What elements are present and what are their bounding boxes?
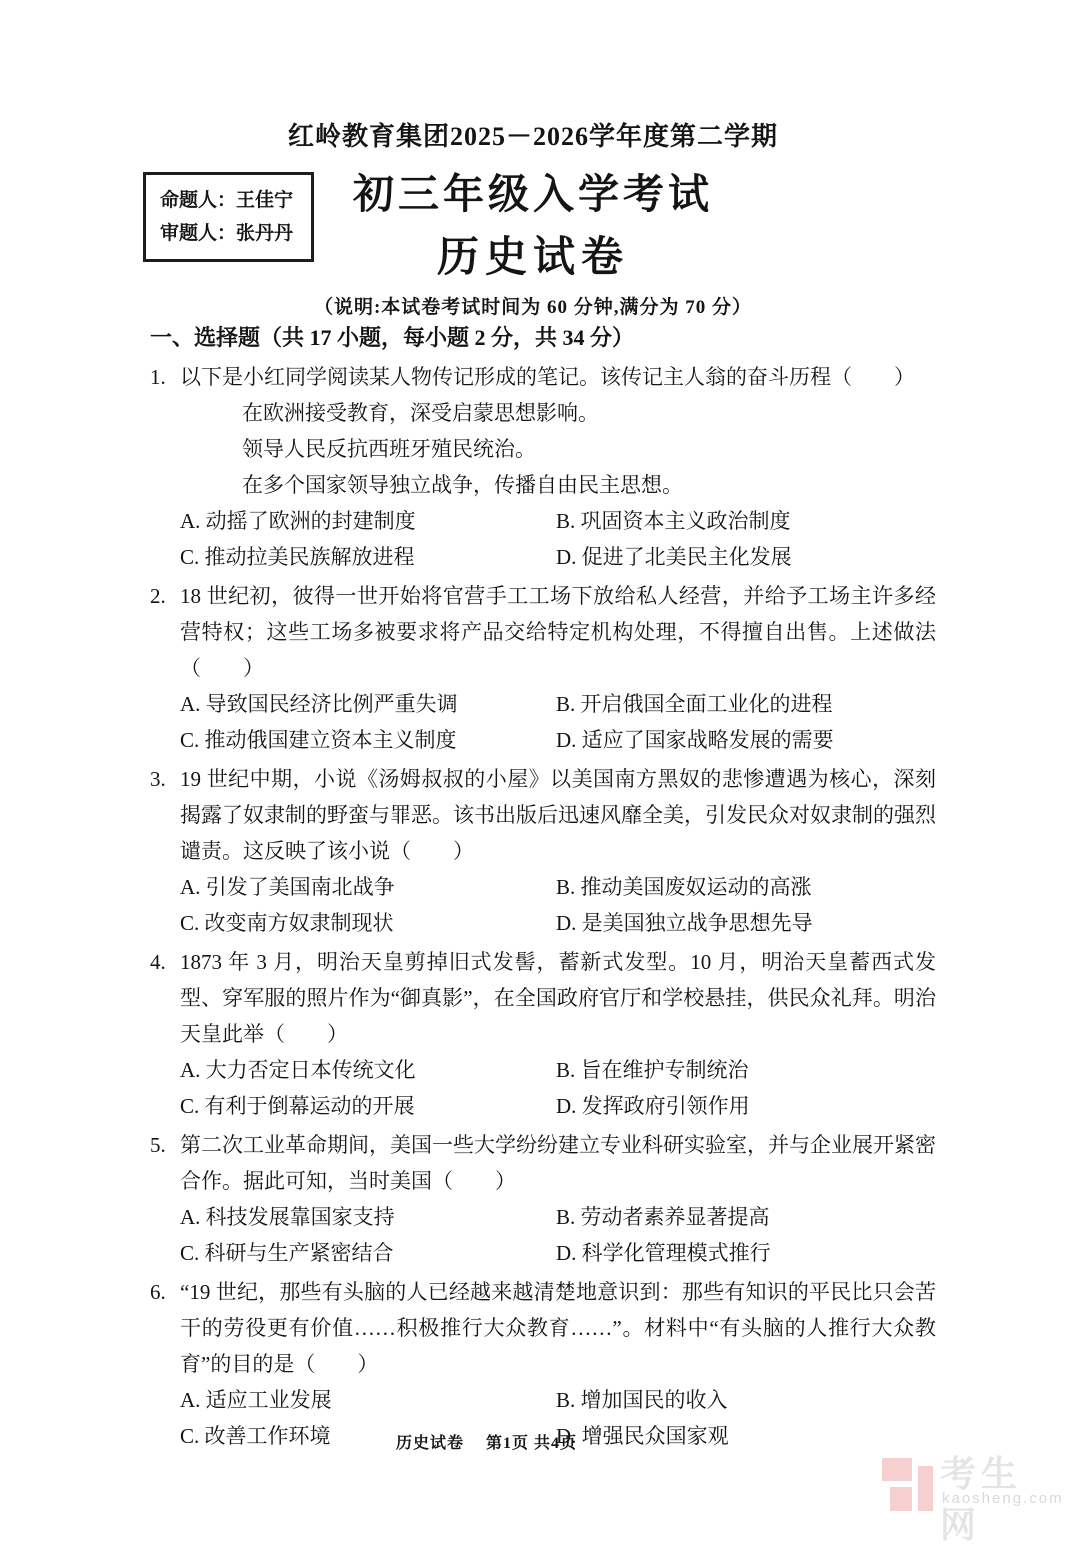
option-b: B. 推动美国废奴运动的高涨 (556, 875, 812, 899)
question-1 (150, 359, 936, 575)
watermark-site-url: kaosheng.com (942, 1490, 1064, 1507)
options-grid (150, 503, 936, 575)
option-a: A. 引发了美国南北战争 (180, 875, 395, 899)
exam-header (0, 0, 1066, 319)
question-5 (150, 1127, 936, 1271)
option-d: D. 增强民众国家观 (556, 1424, 729, 1448)
options-grid (150, 686, 936, 758)
question-number: 6. (150, 1280, 166, 1304)
option-c: C. 改变南方奴隶制现状 (180, 911, 394, 935)
biography-note-line: 在欧洲接受教育，深受启蒙思想影响。 (242, 401, 599, 425)
subject-title: 历史试卷 (436, 235, 629, 281)
option-b: B. 劳动者素养显著提高 (556, 1205, 770, 1229)
question-stem (150, 1127, 936, 1199)
option-d: D. 科学化管理模式推行 (556, 1241, 771, 1265)
option-a: A. 适应工业发展 (180, 1388, 332, 1412)
option-c: C. 有利于倒幕运动的开展 (180, 1094, 415, 1118)
options-grid (150, 1199, 936, 1271)
section-heading: 一、选择题（共 17 小题，每小题 2 分，共 34 分） (150, 325, 635, 350)
exam-name-title: 初三年级入学考试 (353, 171, 713, 217)
question-number: 2. (150, 584, 166, 608)
question-number: 4. (150, 950, 166, 974)
question-3 (150, 761, 936, 941)
question-text: 以下是小红同学阅读某人物传记形成的笔记。该传记主人翁的奋斗历程（ ） (180, 365, 915, 389)
options-grid (150, 869, 936, 941)
question-setter-line: 命题人：王佳宁 (160, 190, 294, 211)
question-text: “19 世纪，那些有头脑的人已经越来越清楚地意识到：那些有知识的平民比只会苦干的劳役更有价值……积极推行大众教育……”。材料中“有头脑的人推行大众教育”的目的是（ ） (180, 1280, 936, 1376)
option-b: B. 增加国民的收入 (556, 1388, 728, 1412)
option-d: D. 发挥政府引领作用 (556, 1094, 750, 1118)
examiner-box (143, 172, 314, 262)
question-stem (150, 359, 936, 395)
option-c: C. 科研与生产紧密结合 (180, 1241, 394, 1265)
option-a: A. 动摇了欧洲的封建制度 (180, 509, 416, 533)
option-d: D. 适应了国家战略发展的需要 (556, 728, 834, 752)
question-text: 18 世纪初，彼得一世开始将官营手工工场下放给私人经营，并给予工场主许多经营特权；这些工场多被要求将产品交给特定机构处理，不得擅自出售。上述做法（ ） (180, 584, 936, 680)
logo-block (918, 1466, 933, 1511)
option-b: B. 巩固资本主义政治制度 (556, 509, 791, 533)
logo-block (882, 1458, 912, 1481)
kaosheng-logo-icon (882, 1454, 934, 1510)
option-c: C. 改善工作环境 (180, 1424, 331, 1448)
question-area (150, 320, 936, 1454)
watermark-site-name: 考生网 (940, 1453, 1023, 1545)
option-a: A. 科技发展靠国家支持 (180, 1205, 395, 1229)
option-b: B. 旨在维护专制统治 (556, 1058, 749, 1082)
school-term-title: 红岭教育集团2025－2026学年度第二学期 (287, 122, 778, 151)
question-stem (150, 1274, 936, 1382)
biography-note-line: 在多个国家领导独立战争，传播自由民主思想。 (242, 473, 683, 497)
question-text: 1873 年 3 月，明治天皇剪掉旧式发髻，蓄新式发型。10 月，明治天皇蓄西式发型、穿军服的照片作为“御真影”，在全国政府官厅和学校悬挂，供民众礼拜。明治天皇此举（ ） (180, 950, 936, 1046)
question-number: 3. (150, 767, 166, 791)
logo-block (890, 1487, 912, 1511)
question-stem (150, 944, 936, 1052)
option-c: C. 推动俄国建立资本主义制度 (180, 728, 457, 752)
options-grid (150, 1052, 936, 1124)
option-a: A. 导致国民经济比例严重失调 (180, 692, 458, 716)
question-reviewer-line: 审题人：张丹丹 (160, 223, 294, 244)
question-number: 1. (150, 365, 166, 389)
option-c: C. 推动拉美民族解放进程 (180, 545, 415, 569)
question-4 (150, 944, 936, 1124)
question-text: 19 世纪中期，小说《汤姆叔叔的小屋》以美国南方黑奴的悲惨遭遇为核心，深刻揭露了奴隶制的野蛮与罪恶。该书出版后迅速风靡全美，引发民众对奴隶制的强烈谴责。这反映了该小说（ ） (180, 767, 936, 863)
question-stem (150, 578, 936, 686)
question-stem (150, 761, 936, 869)
page-footer: 历史试卷 第1页 共4页 (396, 1435, 578, 1452)
kaosheng-watermark (882, 1450, 1064, 1545)
exam-instructions-note: （说明:本试卷考试时间为 60 分钟,满分为 70 分） (313, 297, 753, 318)
question-6 (150, 1274, 936, 1454)
option-b: B. 开启俄国全面工业化的进程 (556, 692, 833, 716)
option-d: D. 是美国独立战争思想先导 (556, 911, 813, 935)
question-2 (150, 578, 936, 758)
biography-note-line: 领导人民反抗西班牙殖民统治。 (242, 437, 536, 461)
option-a: A. 大力否定日本传统文化 (180, 1058, 416, 1082)
question-text: 第二次工业革命期间，美国一些大学纷纷建立专业科研实验室，并与企业展开紧密合作。据此可知，当时美国（ ） (180, 1133, 936, 1193)
question-number: 5. (150, 1133, 166, 1157)
option-d: D. 促进了北美民主化发展 (556, 545, 792, 569)
